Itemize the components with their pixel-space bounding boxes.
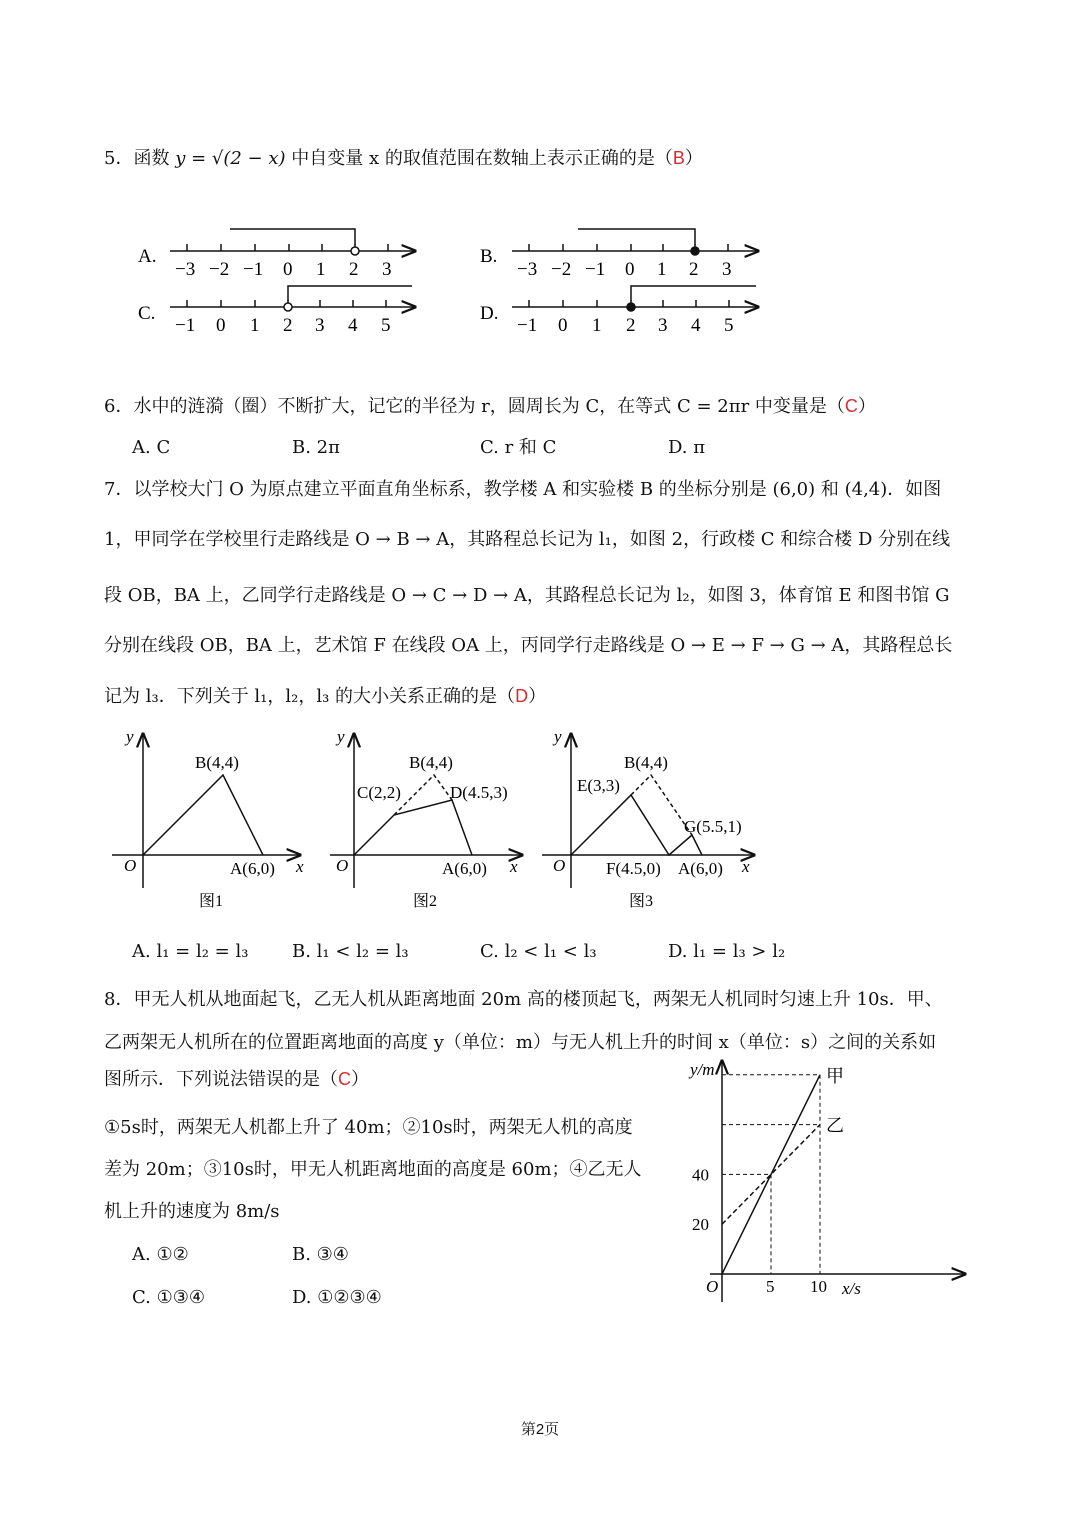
- q6-answer: C: [844, 396, 858, 416]
- q6-option-d: D. π: [668, 437, 706, 458]
- q5-b-tick: −3: [517, 259, 538, 280]
- q8-statement: 机上升的速度为 8m/s: [104, 1201, 280, 1222]
- q5-c-tick: 0: [216, 315, 226, 336]
- q6-option-a: A. C: [132, 437, 171, 458]
- fig3-e: E(3,3): [577, 776, 620, 795]
- q5-option-a-label: A.: [138, 246, 157, 267]
- q7-option-b: B. l₁ < l₂ = l₃: [292, 941, 409, 962]
- q5-number-lines: [120, 215, 780, 345]
- q5-a-tick: 2: [349, 259, 359, 280]
- q8-answer: C: [338, 1069, 351, 1089]
- q7-last-text: 记为 l₃．下列关于 l₁，l₂，l₃ 的大小关系正确的是（: [104, 686, 516, 707]
- q5-formula: y = √(2 − x): [175, 148, 286, 169]
- q5-c-tick: 2: [283, 315, 293, 336]
- q5-prefix: 5．函数: [104, 148, 176, 169]
- fig3-x: x: [742, 857, 750, 876]
- q5-option-d-label: D.: [480, 303, 499, 324]
- fig2-caption: 图2: [413, 893, 438, 910]
- q8-line3: [104, 1067, 369, 1092]
- q8-option-d: D. ①②③④: [292, 1287, 382, 1308]
- fig2-x: x: [510, 857, 518, 876]
- q5-d-tick: 1: [592, 315, 602, 336]
- q5-d-tick: 4: [691, 315, 701, 336]
- fig1-o: O: [124, 856, 137, 875]
- q5-b-tick: 3: [722, 259, 732, 280]
- fig2-a: A(6,0): [442, 859, 487, 878]
- x-axis-label: x/s: [842, 1279, 861, 1298]
- q7-line: 1，甲同学在学校里行走路线是 O → B → A，其路程总长记为 l₁，如图 2，行政楼 C 和综合楼 D 分别在线: [104, 529, 951, 550]
- q5-c-tick: −1: [175, 315, 196, 336]
- q7-close: ）: [528, 686, 547, 707]
- q8-line: 8．甲无人机从地面起飞，乙无人机从距离地面 20m 高的楼顶起飞，两架无人机同时匀速上升 10s．甲、: [104, 989, 943, 1010]
- fig1-x: x: [296, 857, 304, 876]
- fig3-b: B(4,4): [624, 753, 668, 772]
- fig2-d: D(4.5,3): [450, 783, 508, 802]
- q6-text: 6．水中的涟漪（圈）不断扩大，记它的半径为 r，圆周长为 C，在等式 C = 2πr 中变量是（: [104, 396, 845, 417]
- q5-suffix: 中自变量 x 的取值范围在数轴上表示正确的是（: [285, 148, 673, 169]
- q7-line: 段 OB，BA 上，乙同学行走路线是 O → C → D → A，其路程总长记为 l₂，如图 3，体育馆 E 和图书馆 G: [104, 585, 950, 606]
- q5-d-tick: 2: [626, 315, 636, 336]
- q5-b-tick: −2: [551, 259, 572, 280]
- q8-chart: [680, 1055, 980, 1310]
- q5-answer: B: [672, 148, 685, 168]
- q5-d-tick: 3: [658, 315, 668, 336]
- q8-line: 乙两架无人机所在的位置距离地面的高度 y（单位：m）与无人机上升的时间 x（单位：s）之间的关系如: [104, 1032, 937, 1053]
- fig1-a: A(6,0): [230, 859, 275, 878]
- fig1-caption: 图1: [199, 893, 224, 910]
- series-label: 乙: [826, 1115, 844, 1136]
- q5-d-tick: −1: [517, 315, 538, 336]
- q6-close: ）: [857, 396, 876, 417]
- series-label: 甲: [826, 1065, 844, 1086]
- y-tick-label: 40: [692, 1165, 709, 1185]
- q5-b-tick: −1: [585, 259, 606, 280]
- q5-d-tick: 0: [558, 315, 568, 336]
- q5-a-tick: −2: [209, 259, 230, 280]
- q7-figures: [100, 728, 780, 918]
- q5-a-tick: 1: [316, 259, 326, 280]
- fig3-y: y: [554, 728, 562, 746]
- fig3-f: F(4.5,0): [606, 859, 661, 878]
- q8-statement: ①5s时，两架无人机都上升了 40m；②10s时，两架无人机的高度: [104, 1117, 633, 1138]
- x-tick-label: 5: [766, 1277, 775, 1296]
- q5-b-tick: 2: [689, 259, 699, 280]
- q5-option-c-label: C.: [138, 303, 156, 324]
- fig3-g: G(5.5,1): [684, 817, 742, 836]
- fig3-a: A(6,0): [678, 859, 723, 878]
- q5-c-tick: 5: [381, 315, 391, 336]
- fig2-c: C(2,2): [357, 783, 401, 802]
- q5-option-d: [480, 286, 758, 336]
- fig3-o: O: [553, 856, 566, 875]
- q5-c-tick: 4: [348, 315, 358, 336]
- q5-a-tick: −1: [243, 259, 264, 280]
- q6-stem: [104, 394, 876, 419]
- q8-statement: 差为 20m；③10s时，甲无人机距离地面的高度是 60m；④乙无人: [104, 1159, 642, 1180]
- q7-answer: D: [515, 686, 529, 706]
- q5-b-tick: 1: [657, 259, 667, 280]
- fig1-y: y: [126, 728, 134, 746]
- x-tick-label: 10: [810, 1277, 827, 1296]
- q7-option-a: A. l₁ = l₂ = l₃: [132, 941, 249, 962]
- fig3-caption: 图3: [629, 893, 654, 910]
- fig2-o: O: [336, 856, 349, 875]
- q7-line: 7．以学校大门 O 为原点建立平面直角坐标系，教学楼 A 和实验楼 B 的坐标分别是 (6,0) 和 (4,4)．如图: [104, 479, 942, 500]
- q5-close: ）: [684, 148, 703, 169]
- q7-option-c: C. l₂ < l₁ < l₃: [480, 941, 597, 962]
- q5-d-tick: 5: [724, 315, 734, 336]
- q5-c-tick: 1: [250, 315, 260, 336]
- y-tick-label: 20: [692, 1215, 709, 1235]
- q6-option-c: C. r 和 C: [480, 437, 557, 458]
- q5-b-tick: 0: [625, 259, 635, 280]
- q8-option-b: B. ③④: [292, 1244, 349, 1265]
- q5-c-tick: 3: [315, 315, 325, 336]
- page-footer: 第2页: [520, 1421, 560, 1438]
- q8-option-c: C. ①③④: [132, 1287, 205, 1308]
- q5-a-tick: 0: [283, 259, 293, 280]
- q5-option-b-label: B.: [480, 246, 498, 267]
- y-axis-label: y/m: [690, 1060, 715, 1079]
- origin-label: O: [706, 1277, 719, 1296]
- q5-option-a: [138, 229, 415, 280]
- fig2-y: y: [337, 728, 345, 746]
- q8-line3-text: 图所示．下列说法错误的是（: [104, 1069, 338, 1090]
- q5-option-b: [480, 229, 758, 280]
- q7-last-line: [104, 684, 546, 709]
- q7-option-d: D. l₁ = l₃ > l₂: [668, 941, 786, 962]
- q5-option-c: [138, 286, 415, 336]
- q6-option-b: B. 2π: [292, 437, 340, 458]
- fig2-b: B(4,4): [409, 753, 453, 772]
- q5-a-tick: −3: [175, 259, 196, 280]
- fig1-b: B(4,4): [195, 753, 239, 772]
- q5-stem: [104, 146, 703, 171]
- q7-line: 分别在线段 OB，BA 上，艺术馆 F 在线段 OA 上，丙同学行走路线是 O → E → F → G → A，其路程总长: [104, 635, 953, 656]
- q8-close: ）: [351, 1069, 369, 1090]
- q8-option-a: A. ①②: [132, 1244, 189, 1265]
- q5-a-tick: 3: [382, 259, 392, 280]
